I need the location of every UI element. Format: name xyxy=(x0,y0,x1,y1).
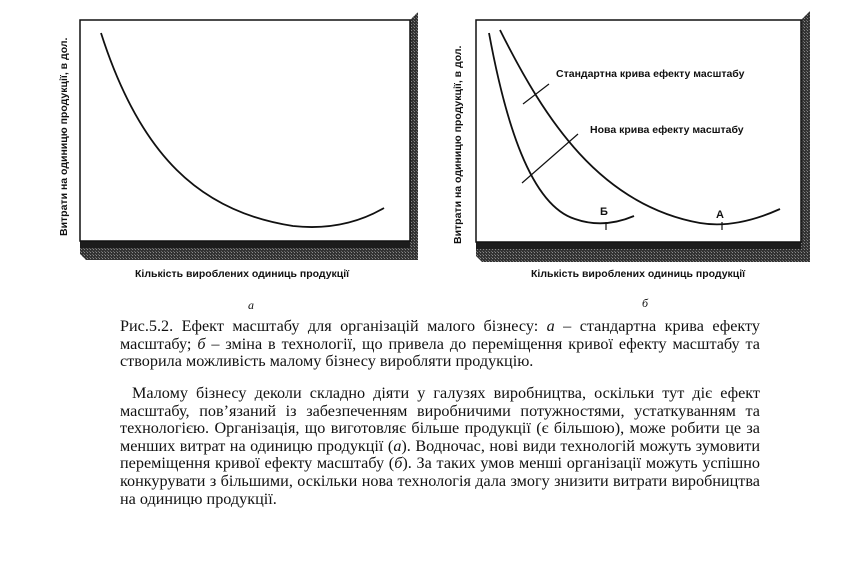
chart-b-panel-letter: б xyxy=(642,296,649,310)
chart-b-y-axis-label: Витрати на одиницю продукції, в дол. xyxy=(452,45,464,244)
chart-b-standard-curve-label: Стандартна крива ефекту масштабу xyxy=(556,68,745,80)
body-part-3: ). За таких умов менші організації можуть успішно конкурувати з більшими, оскільки нова технологія дала змогу знизити витрати виробництва на одиницю продукції. xyxy=(120,454,760,508)
chart-b-point-label-new-min: Б xyxy=(600,206,608,218)
chart-b-point-label-standard-min: А xyxy=(716,209,724,221)
chart-a-plot-area xyxy=(80,20,410,241)
figure-caption xyxy=(120,318,760,371)
chart-a-panel-letter: а xyxy=(248,298,254,312)
chart-a-x-axis-label: Кількість вироблених одиниць продукції xyxy=(135,268,350,280)
body-ref-a: а xyxy=(393,436,402,455)
chart-a-y-axis-label: Витрати на одиницю продукції, в дол. xyxy=(58,37,70,236)
chart-b-new-curve-label: Нова крива ефекту масштабу xyxy=(590,124,744,136)
chart-a xyxy=(58,12,418,312)
body-paragraph xyxy=(120,385,760,508)
body-part-1: Малому бізнесу деколи складно діяти у галузях виробництва, оскільки тут діє ефект масштабу, пов’язаний із забезпеченням виробничими потужностями, устаткуванням та технологією. Організація, що виготовляє більше продукції (є більшою), може робити це за менших витрат на одиницю продукції ( xyxy=(120,384,760,455)
chart-b-x-axis-label: Кількість вироблених одиниць продукції xyxy=(531,268,746,280)
chart-a-shadow-right xyxy=(410,12,418,260)
chart-b-shadow-right xyxy=(801,11,810,262)
caption-a-letter: а xyxy=(546,317,555,335)
body-part-2: ). Водночас, нові види технологій можуть зумовити переміщення кривої ефекту масштабу ( xyxy=(120,436,761,473)
body-ref-b: б xyxy=(394,454,403,473)
caption-a-text: – стандартна крива ефекту масштабу; xyxy=(120,317,760,353)
caption-b-text: – зміна в технології, що привела до переміщення кривої ефекту масштабу та створила можливість малому бізнесу виробляти продукцію. xyxy=(120,334,760,371)
caption-b-letter: б xyxy=(197,334,206,353)
caption-lead: Рис.5.2. Ефект масштабу для організацій малого бізнесу: xyxy=(120,317,547,335)
chart-b xyxy=(452,11,810,310)
